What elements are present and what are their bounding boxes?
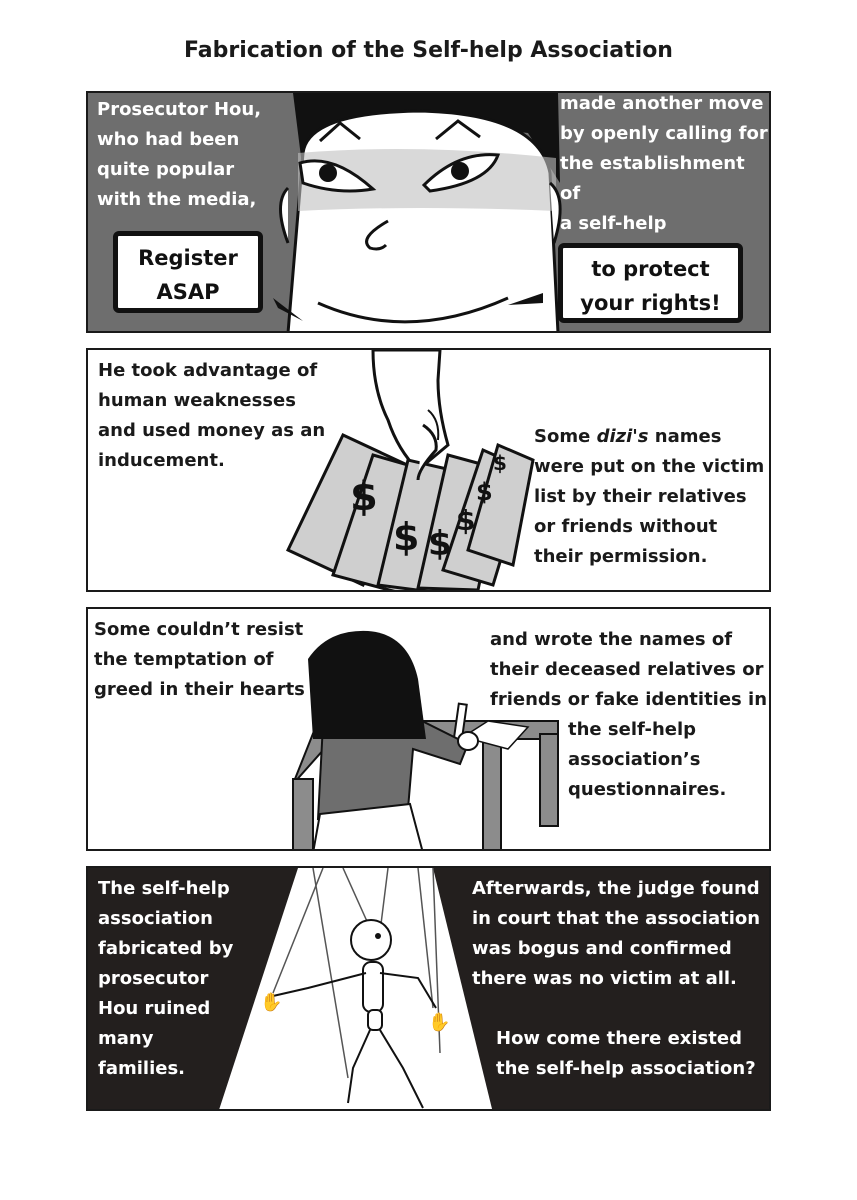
svg-text:$: $	[428, 524, 452, 564]
svg-text:$: $	[456, 504, 476, 537]
narration-text-right-top: and wrote the names of their deceased relatives or friends or fake identities in	[490, 629, 768, 710]
narration-text-left: He took advantage of human weaknesses and used money as an inducement.	[98, 360, 326, 471]
narration-text-right: made another move by openly calling for the establishment of a self-help	[560, 93, 768, 234]
comic-panel-2	[86, 348, 771, 592]
narration-text-prefix: Some	[534, 426, 597, 447]
narration-text-right-bottom: How come there existed the self-help association?	[496, 1028, 756, 1079]
speech-bubble-right: to protect your rights!	[558, 243, 743, 323]
svg-text:$: $	[350, 474, 378, 520]
narration-text-left: Prosecutor Hou, who had been quite popular with the media,	[97, 99, 262, 210]
page-title: Fabrication of the Self-help Association	[184, 38, 673, 63]
dizi-term: dizi's	[596, 426, 649, 447]
svg-text:✋: ✋	[428, 1012, 451, 1033]
narration-text-right	[534, 422, 764, 572]
narration-text-left: Some couldn’t resist the temptation of greed in their hearts	[94, 619, 305, 700]
speech-bubble-left: Register ASAP	[113, 231, 263, 313]
narration-text-rest: names were put on the victim list by their relatives or friends without their permission.	[534, 426, 765, 567]
svg-text:$: $	[476, 478, 493, 506]
comic-panel-4	[86, 866, 771, 1111]
narration-text-right-bottom: the self-help association’s questionnaires.	[568, 719, 727, 800]
narration-text-right-top: Afterwards, the judge found in court that the association was bogus and confirmed there was no victim at all.	[472, 878, 761, 989]
comic-panel-1	[86, 91, 771, 333]
svg-text:$: $	[493, 451, 507, 475]
comic-panel-3	[86, 607, 771, 851]
svg-text:$: $	[393, 515, 420, 559]
narration-text-left: The self-help association fabricated by prosecutor Hou ruined many families.	[98, 878, 234, 1079]
svg-text:✋: ✋	[260, 992, 283, 1013]
